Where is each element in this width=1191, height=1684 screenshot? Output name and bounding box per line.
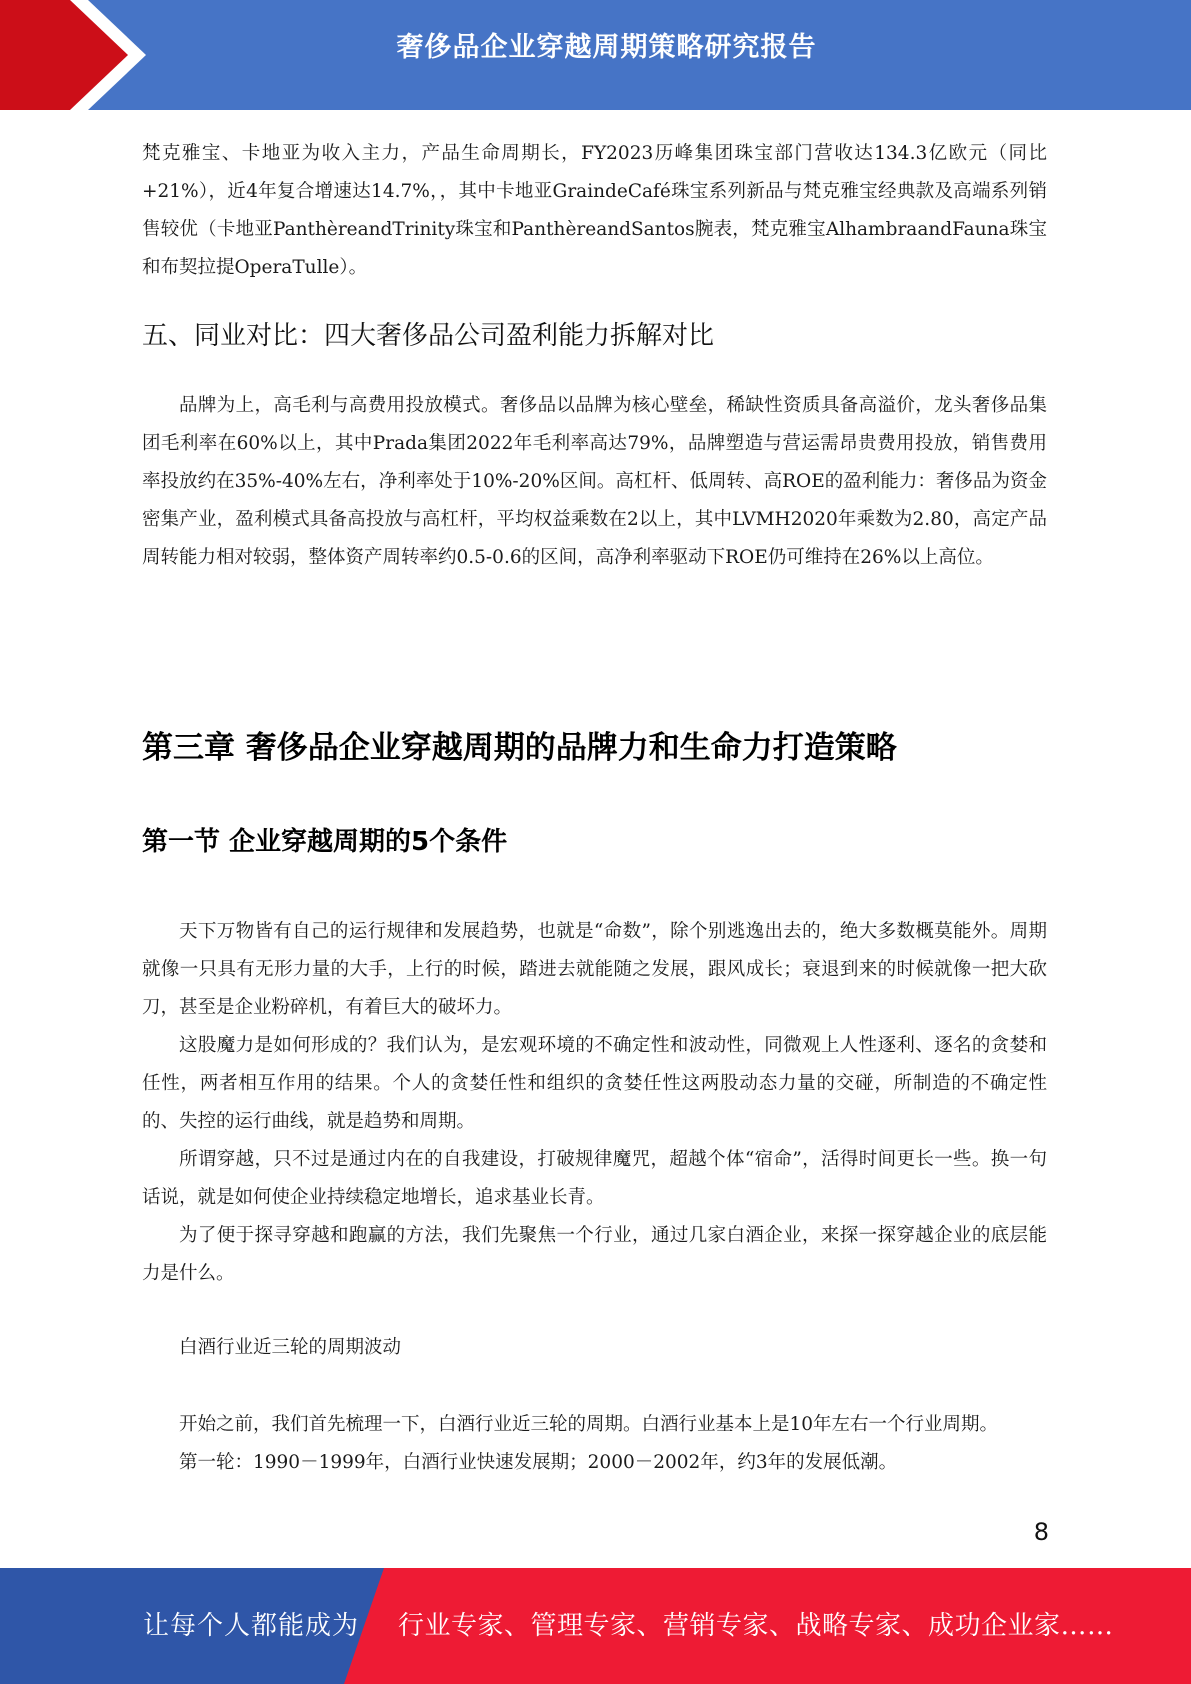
page-number: 8 bbox=[1033, 1518, 1049, 1546]
paragraph: 第一轮：1990－1999年，白酒行业快速发展期；2000－2002年，约3年的发展低潮。 bbox=[179, 1452, 898, 1473]
section-heading-peer-comparison: 五、同业对比：四大奢侈品公司盈利能力拆解对比 bbox=[142, 321, 715, 351]
paragraph: 开始之前，我们首先梳理一下，白酒行业近三轮的周期。白酒行业基本上是10年左右一个行业周期。 bbox=[179, 1414, 999, 1435]
five-conditions-block bbox=[142, 913, 1047, 1293]
subsection-heading-block bbox=[142, 1329, 1047, 1367]
paragraph: 这股魔力是如何形成的？我们认为，是宏观环境的不确定性和波动性，同微观上人性逐利、逐名的贪婪和任性，两者相互作用的结果。个人的贪婪任性和组织的贪婪任性这两股动态力量的交碰，所制造的不确定性的、失控的运行曲线，就是趋势和周期。 bbox=[142, 1035, 1047, 1132]
peer-comparison-block bbox=[142, 387, 1047, 577]
subsection-heading: 白酒行业近三轮的周期波动 bbox=[179, 1337, 402, 1358]
page-header bbox=[0, 0, 1191, 110]
intro-paragraph: 梵克雅宝、卡地亚为收入主力，产品生命周期长，FY2023历峰集团珠宝部门营收达134.3亿欧元（同比+21%），近4年复合增速达14.7%，，其中卡地亚GraindeCafé珠宝系列新品与梵克雅宝经典款及高端系列销售较优（卡地亚PanthèreandTrinity珠宝和PanthèreandSantos腕表，梵克雅宝AlhambraandFauna珠宝和布契拉提OperaTulle）。 bbox=[142, 143, 1047, 278]
baijiu-cycle-block bbox=[142, 1406, 1047, 1482]
paragraph: 为了便于探寻穿越和跑赢的方法，我们先聚焦一个行业，通过几家白酒企业，来探一探穿越企业的底层能力是什么。 bbox=[142, 1225, 1047, 1284]
page-footer bbox=[0, 1568, 1191, 1684]
footer-slogan-left: 让每个人都能成为 bbox=[143, 1611, 360, 1641]
footer-slogan-right: 行业专家、管理专家、营销专家、战略专家、成功企业家…… bbox=[398, 1611, 1114, 1641]
intro-paragraph-block bbox=[142, 135, 1047, 287]
chapter-heading: 第三章 奢侈品企业穿越周期的品牌力和生命力打造策略 bbox=[142, 730, 897, 766]
paragraph: 天下万物皆有自己的运行规律和发展趋势，也就是“命数”，除个别逃逸出去的，绝大多数概莫能外。周期就像一只具有无形力量的大手，上行的时候，踏进去就能随之发展，跟风成长；衰退到来的时候就像一把大砍刀，甚至是企业粉碎机，有着巨大的破坏力。 bbox=[142, 921, 1047, 1018]
peer-comparison-paragraph: 品牌为上，高毛利与高费用投放模式。奢侈品以品牌为核心壁垒，稀缺性资质具备高溢价，龙头奢侈品集团毛利率在60%以上，其中Prada集团2022年毛利率高达79%，品牌塑造与营运需昂贵费用投放，销售费用率投放约在35%-40%左右，净利率处于10%-20%区间。高杠杆、低周转、高ROE的盈利能力：奢侈品为资金密集产业，盈利模式具备高投放与高杠杆，平均权益乘数在2以上，其中LVMH2020年乘数为2.80，高定产品周转能力相对较弱，整体资产周转率约0.5-0.6的区间，高净利率驱动下ROE仍可维持在26%以上高位。 bbox=[142, 395, 1047, 568]
report-title: 奢侈品企业穿越周期策略研究报告 bbox=[396, 32, 817, 63]
section-heading-five-conditions: 第一节 企业穿越周期的5个条件 bbox=[142, 827, 508, 857]
paragraph: 所谓穿越，只不过是通过内在的自我建设，打破规律魔咒，超越个体“宿命”，活得时间更长一些。换一句话说，就是如何使企业持续稳定地增长，追求基业长青。 bbox=[142, 1149, 1047, 1208]
